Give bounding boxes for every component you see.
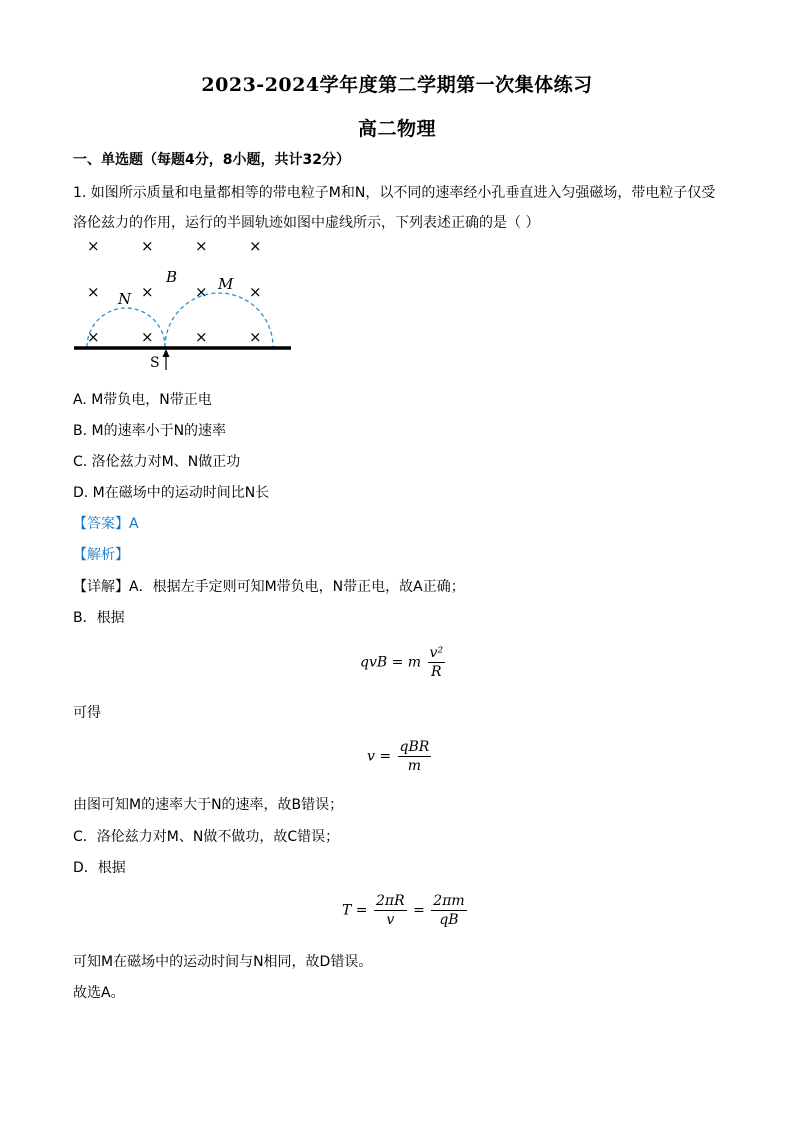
formula-velocity-num: qBR: [399, 739, 430, 755]
label-s: S: [150, 355, 160, 371]
label-b: B: [166, 268, 178, 286]
option-c: C. 洛伦兹力对M、N做正功: [73, 454, 241, 470]
field-cross: ×: [141, 237, 154, 255]
formula-period-num2: 2πm: [433, 893, 465, 909]
formula-velocity-left: v =: [367, 748, 392, 765]
label-m: M: [218, 275, 234, 293]
formula-period-eq: =: [413, 902, 425, 919]
analysis-tag: 【解析】: [73, 547, 129, 563]
d-conclusion: 可知M在磁场中的运动时间与N相同，故D错误。: [73, 954, 373, 970]
option-d: D. M在磁场中的运动时间比N长: [73, 485, 270, 501]
detail-a: 【详解】A．根据左手定则可知M带负电，N带正电，故A正确；: [73, 579, 465, 595]
entry-arrow-head: [163, 349, 170, 357]
b-intro: B．根据: [73, 610, 125, 626]
field-cross: ×: [195, 237, 208, 255]
field-cross: ×: [87, 283, 100, 301]
field-cross: ×: [87, 237, 100, 255]
field-cross: ×: [195, 328, 208, 346]
formula-period: [342, 892, 469, 929]
field-cross: ×: [249, 283, 262, 301]
formula-velocity-den: m: [407, 758, 422, 774]
formula-period-den1: v: [386, 912, 395, 928]
option-b: B. M的速率小于N的速率: [73, 423, 227, 439]
formula-velocity: [367, 738, 433, 775]
formula-period-fraction-2: [431, 892, 466, 929]
field-cross: ×: [195, 283, 208, 301]
magnetic-field-diagram: [70, 230, 300, 372]
b-conclusion: 由图可知M的速率大于N的速率，故B错误；: [73, 797, 344, 813]
formula-period-num1: 2πR: [375, 893, 405, 909]
field-cross: ×: [87, 328, 100, 346]
formula-period-fraction-1: [374, 892, 407, 929]
formula-lorentz-fraction: [428, 644, 446, 681]
formula-velocity-fraction: [398, 738, 432, 775]
question-stem-line1: 1. 如图所示质量和电量都相等的带电粒子M和N，以不同的速率经小孔垂直进入匀强磁场，带电粒子仅受: [73, 185, 716, 201]
keyde: 可得: [73, 705, 101, 721]
answer-text: 【答案】A: [73, 516, 139, 532]
page-subtitle: 高二物理: [357, 118, 436, 140]
formula-lorentz-left: qvB = m: [360, 654, 422, 671]
formula-lorentz: [360, 644, 447, 681]
formula-lorentz-num: v²: [429, 645, 444, 661]
option-a: A. M带负电，N带正电: [73, 392, 212, 408]
final-choice: 故选A。: [73, 985, 125, 1001]
question-stem-line2: 洛伦兹力的作用，运行的半圆轨迹如图中虚线所示，下列表述正确的是（ ）: [73, 215, 540, 231]
label-n: N: [118, 290, 132, 308]
formula-lorentz-den: R: [431, 664, 442, 680]
field-cross: ×: [141, 283, 154, 301]
c-line: C．洛伦兹力对M、N做不做功，故C错误；: [73, 829, 340, 845]
field-cross: ×: [249, 328, 262, 346]
formula-period-left: T =: [342, 902, 368, 919]
field-cross: ×: [249, 237, 262, 255]
formula-period-den2: qB: [439, 912, 459, 928]
page-title: 2023-2024学年度第二学期第一次集体练习: [201, 74, 593, 96]
d-intro: D．根据: [73, 860, 126, 876]
answer-line: [73, 514, 139, 534]
section-heading: 一、单选题（每题4分，8小题，共计32分）: [73, 152, 350, 168]
field-cross: ×: [141, 328, 154, 346]
